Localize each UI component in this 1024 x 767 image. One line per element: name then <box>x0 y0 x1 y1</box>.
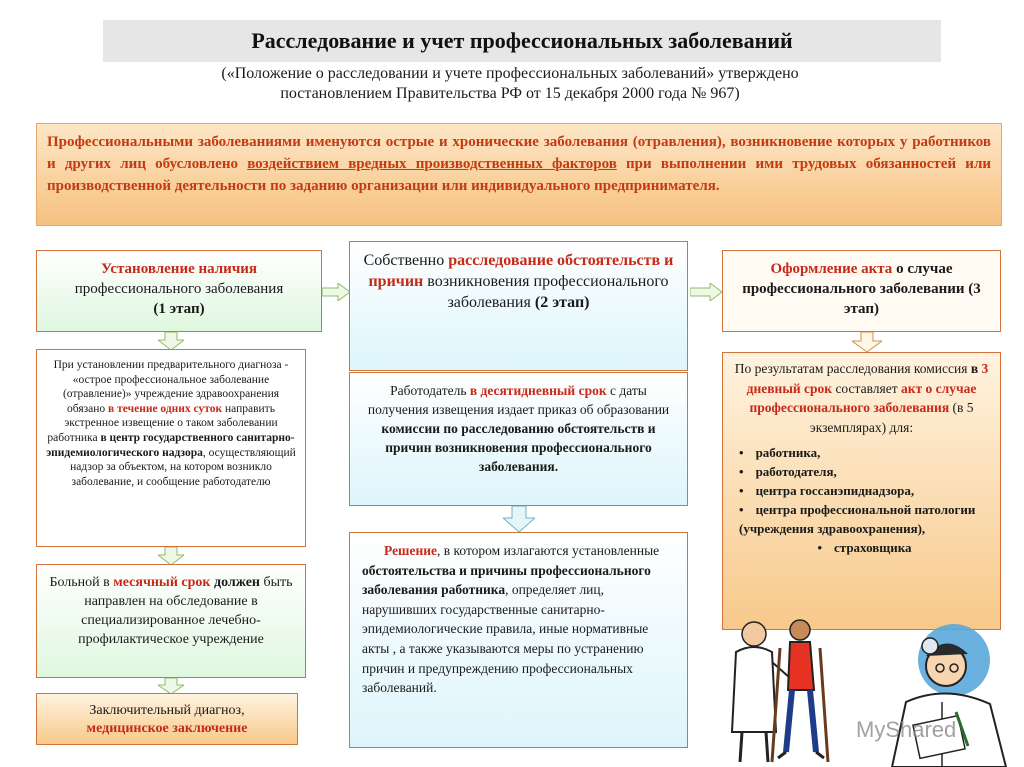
stage1-step-b <box>36 564 306 678</box>
stage2-stage: (2 этап) <box>534 294 590 311</box>
watermark: MyShared <box>856 717 957 742</box>
stage3-red: Оформление акта <box>770 261 893 277</box>
step1a-text-1: При установлении предварительного диагноза - «острое профессиональное заболевание (отравление)» учреждение здравоохранения обязано <box>53 359 289 415</box>
step2a-text-2: с даты получения извещения издает приказ об образовании <box>367 383 670 417</box>
step2b-text-1: , в котором излагаются установленные <box>437 543 660 558</box>
step1a-text-3: , осуществляющий надзор за объектом, на котором возникло заболевание, и сообщение работодателю <box>70 446 296 488</box>
step2b-bold: обстоятельства и причины профессионального заболевания работника <box>362 562 651 598</box>
step1b-text-1: Больной в <box>49 575 114 590</box>
stage3-box <box>722 250 1001 332</box>
subtitle-line2: постановлением Правительства РФ от 15 декабря 2000 года № 967) <box>280 85 740 102</box>
recipient-list <box>733 443 990 557</box>
definition-box <box>36 123 1002 226</box>
stage2-red: расследование обстоятельств и причин <box>368 252 674 290</box>
step3a-red-1: 3 дневный срок <box>746 361 989 396</box>
step2a-red: в десятидневный срок <box>469 383 607 398</box>
page-title: Расследование и учет профессиональных заболеваний <box>103 20 941 62</box>
arrow-down-icon <box>158 332 184 350</box>
stage1-step-a <box>36 349 306 547</box>
stage1-box <box>36 250 322 332</box>
step3a-text-2: составляет <box>832 380 901 396</box>
step3a-text-3: (в 5 экземплярах) для: <box>809 400 974 435</box>
list-item: • работника, <box>739 443 990 462</box>
stage1-stage: (1 этап) <box>153 301 205 317</box>
definition-underlined: воздействием вредных производственных факторов <box>247 156 617 172</box>
step1a-bold: в центр государственного санитарно-эпидемиологического надзора <box>46 431 295 459</box>
stage2-text: возникновения профессионального заболевания <box>423 273 669 311</box>
stage1-red: Установление наличия <box>100 261 258 277</box>
step1a-red: в течение одних суток <box>108 402 223 415</box>
step1a-text-2: направить экстренное извещение о таком заболевании работника <box>47 402 278 444</box>
arrow-down-icon <box>158 678 184 694</box>
step3a-text-1: По результатам расследования комиссия <box>734 361 971 376</box>
step1c-red: медицинское заключение <box>86 721 248 736</box>
definition-text-1: Профессиональными заболеваниями именуются острые и хронические заболевания (отравления), возникновение которых у работников и других лиц обусловлено <box>47 134 991 172</box>
arrow-right-icon <box>322 283 350 301</box>
arrow-down-icon <box>852 332 882 352</box>
stage1-text: профессионального заболевания <box>74 281 284 297</box>
stage2-step-a <box>349 372 688 506</box>
arrow-right-icon <box>690 283 722 301</box>
step1b-bold: должен <box>210 575 260 590</box>
step1c-text: Заключительный диагноз, <box>89 703 245 718</box>
list-item: • центра госсанэпиднадзора, <box>739 481 990 500</box>
list-item: • работодателя, <box>739 462 990 481</box>
step1b-text-2: быть направлен на обследование в специализированное лечебно-профилактическое учреждение <box>78 575 293 647</box>
step2b-text-2: , определяет лиц, нарушивших государственные санитарно-эпидемиологические правила, иные нормативные акты , а также указываются меры по устранению причин и предупреждению профессиональных заболеваний. <box>362 582 649 696</box>
stage2-box <box>349 241 688 371</box>
list-item: • центра профессиональной патологии (учреждения здравоохранения), <box>739 500 990 538</box>
stage2-pre: Собственно <box>363 252 449 269</box>
step2a-bold: комиссии по расследованию обстоятельств и причин возникновения профессионального заболевания. <box>381 421 656 474</box>
stage1-step-c <box>36 693 298 745</box>
stage3-step-a <box>722 352 1001 630</box>
step3a-bold: в <box>970 361 982 376</box>
arrow-down-icon <box>158 547 184 565</box>
arrow-down-icon <box>503 506 535 532</box>
step2a-text-1: Работодатель <box>390 383 470 398</box>
stage2-step-b <box>349 532 688 748</box>
stage3-text: о случае профессионального заболевании <box>742 261 969 297</box>
subtitle <box>60 64 960 104</box>
doctors-patient-illustration <box>706 612 1024 767</box>
step1b-red: месячный срок <box>113 575 211 590</box>
subtitle-line1: («Положение о расследовании и учете профессиональных заболеваний» утверждено <box>221 65 799 82</box>
definition-text-2: при выполнении ими трудовых обязанностей или производственной деятельности по заданию организации или индивидуального предпринимателя. <box>47 156 992 194</box>
step2b-red: Решение <box>384 543 437 558</box>
step3a-red-2: акт о случае профессионального заболевания <box>749 380 977 415</box>
stage3-stage: (3 этап) <box>844 281 981 317</box>
list-item: • страховщика <box>739 538 990 557</box>
